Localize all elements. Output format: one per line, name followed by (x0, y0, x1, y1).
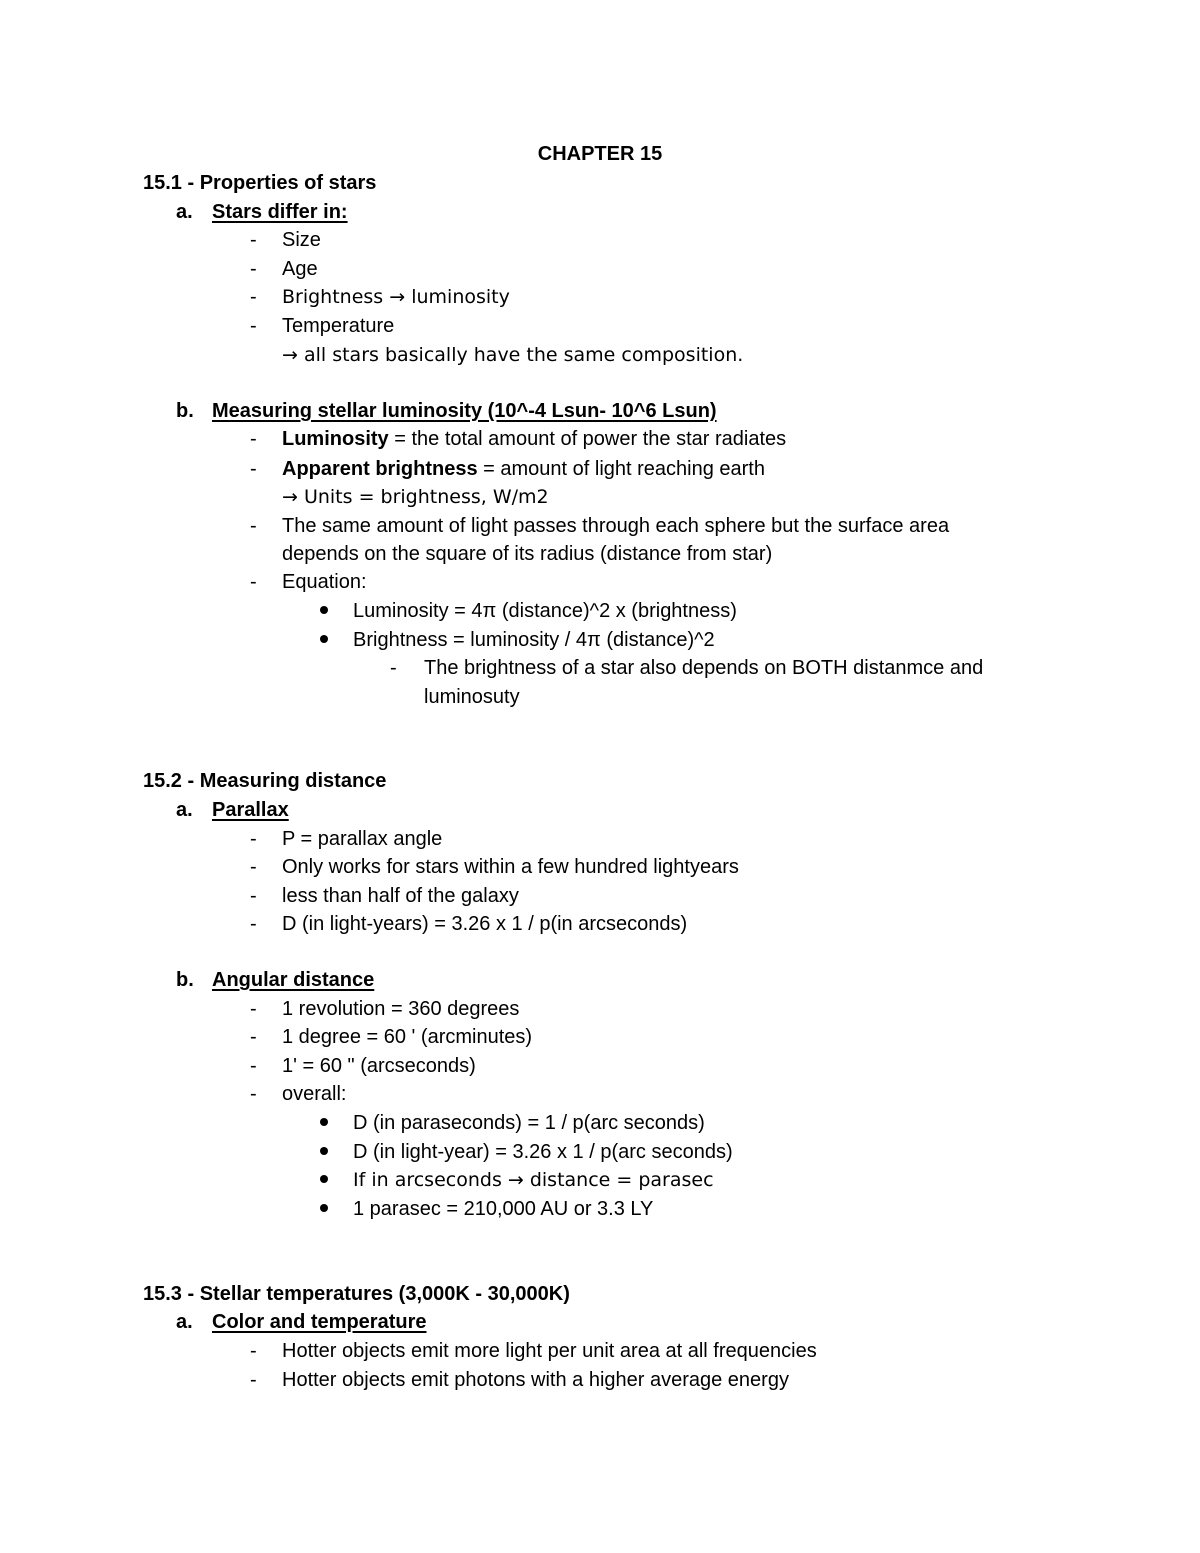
bullet-item: If in arcseconds → distance = parasec (353, 1169, 714, 1191)
list-item: Hotter objects emit more light per unit area at all frequencies (282, 1340, 817, 1362)
list-item: Age (282, 258, 318, 280)
list-item: 1 degree = 60 ' (arcminutes) (282, 1026, 533, 1048)
list-item (282, 427, 786, 451)
bullet-dot (320, 606, 328, 614)
subsection-marker: a. (176, 1311, 193, 1333)
equation-luminosity: Luminosity = 4π (distance)^2 x (brightness) (353, 600, 737, 622)
subsection-title-angular-distance: Angular distance (212, 969, 375, 991)
dash-marker: - (250, 856, 257, 878)
bullet-item: 1 parasec = 210,000 AU or 3.3 LY (353, 1198, 654, 1220)
subsection-marker: a. (176, 201, 193, 223)
dash-marker: - (250, 998, 257, 1020)
dash-marker: - (250, 828, 257, 850)
subsection-marker: b. (176, 400, 194, 422)
subsection-title-color-temperature: Color and temperature (212, 1311, 427, 1333)
dash-marker: - (250, 1055, 257, 1077)
dash-marker: - (250, 258, 257, 280)
list-item: less than half of the galaxy (282, 885, 519, 907)
list-item: Equation: (282, 571, 367, 593)
list-item: Only works for stars within a few hundred lightyears (282, 856, 739, 878)
subsection-title-parallax: Parallax (212, 799, 289, 821)
composition-note: → all stars basically have the same composition. (282, 344, 744, 366)
subsection-title-measuring-luminosity: Measuring stellar luminosity (10^-4 Lsun- 10^6 Lsun) (212, 400, 717, 422)
list-item: 1 revolution = 360 degrees (282, 998, 520, 1020)
list-item: The same amount of light passes through each sphere but the surface area (282, 515, 950, 537)
section-heading-15-1: 15.1 - Properties of stars (143, 172, 377, 194)
units-note: → Units = brightness, W/m2 (282, 486, 549, 508)
dash-marker: - (250, 571, 257, 593)
dash-marker: - (250, 885, 257, 907)
bullet-dot (320, 1118, 328, 1126)
list-item: Hotter objects emit photons with a higher average energy (282, 1369, 789, 1391)
definition-luminosity: = the total amount of power the star radiates (388, 428, 787, 450)
bullet-item: D (in light-year) = 3.26 x 1 / p(arc seconds) (353, 1141, 733, 1163)
subsection-marker: a. (176, 799, 193, 821)
list-item: 1' = 60 " (arcseconds) (282, 1055, 476, 1077)
list-item: D (in light-years) = 3.26 x 1 / p(in arcseconds) (282, 913, 688, 935)
list-item: Brightness → luminosity (282, 286, 510, 308)
dash-marker: - (250, 1340, 257, 1362)
list-item: Size (282, 229, 321, 251)
dash-marker: - (390, 657, 397, 679)
brightness-note: The brightness of a star also depends on BOTH distanmce and (424, 657, 984, 679)
dash-marker: - (250, 913, 257, 935)
term-apparent-brightness: Apparent brightness (282, 458, 478, 480)
bullet-dot (320, 635, 328, 643)
bullet-dot (320, 1147, 328, 1155)
dash-marker: - (250, 1369, 257, 1391)
dash-marker: - (250, 428, 257, 450)
subsection-marker: b. (176, 969, 194, 991)
dash-marker: - (250, 229, 257, 251)
dash-marker: - (250, 1083, 257, 1105)
dash-marker: - (250, 1026, 257, 1048)
bullet-dot (320, 1175, 328, 1183)
dash-marker: - (250, 315, 257, 337)
dash-marker: - (250, 286, 257, 308)
subsection-title-stars-differ: Stars differ in: (212, 201, 348, 223)
list-item-continuation: depends on the square of its radius (distance from star) (282, 543, 773, 565)
section-heading-15-3: 15.3 - Stellar temperatures (3,000K - 30,000K) (143, 1283, 570, 1305)
list-item: P = parallax angle (282, 828, 443, 850)
list-item (282, 457, 765, 481)
equation-brightness: Brightness = luminosity / 4π (distance)^2 (353, 629, 715, 651)
term-luminosity: Luminosity (282, 428, 389, 450)
dash-marker: - (250, 458, 257, 480)
list-item: overall: (282, 1083, 347, 1105)
bullet-dot (320, 1204, 328, 1212)
section-heading-15-2: 15.2 - Measuring distance (143, 770, 387, 792)
brightness-note-continuation: luminosuty (424, 686, 520, 708)
list-item: Temperature (282, 315, 395, 337)
dash-marker: - (250, 515, 257, 537)
definition-apparent-brightness: = amount of light reaching earth (477, 458, 765, 480)
bullet-item: D (in paraseconds) = 1 / p(arc seconds) (353, 1112, 705, 1134)
page-title: CHAPTER 15 (537, 143, 663, 165)
